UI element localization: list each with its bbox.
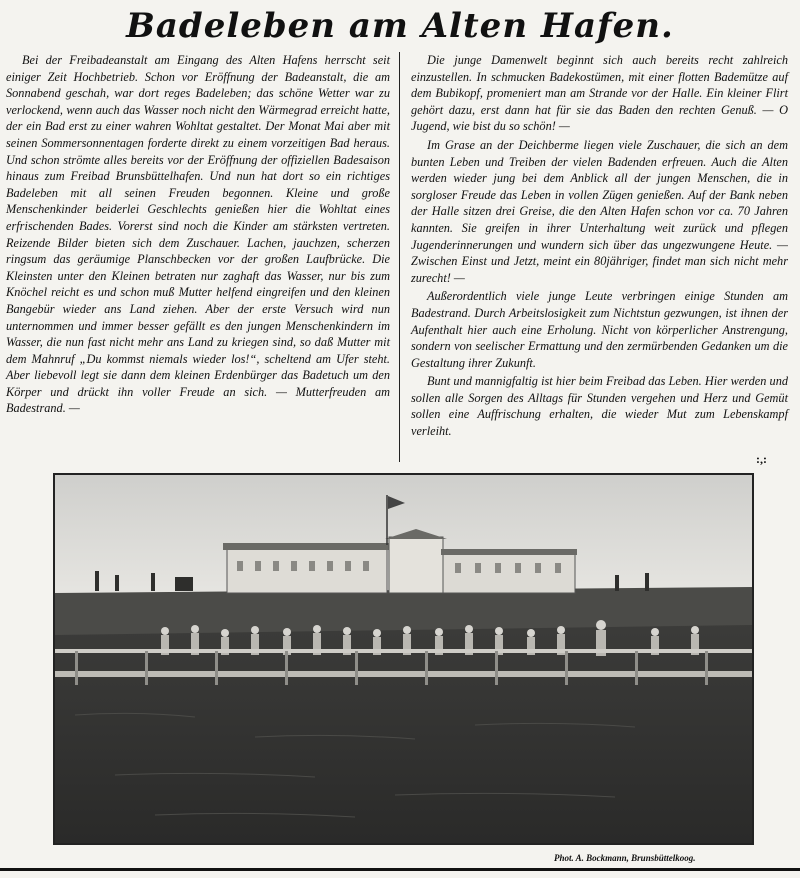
photo-caption: Phot. A. Bockmann, Brunsbüttelkoog.	[554, 853, 696, 863]
end-mark: :,:	[756, 452, 767, 466]
article-paragraph: Außerordentlich viele junge Leute verbringen einige Stunden am Badestrand. Durch Arbeitslosigkeit zum Nichtstun gezwungen, ist ihnen der Aufenthalt hier auch eine Erholung. Nicht von körperlicher Anstrengung, sondern von seelischer Ermattung und den zermürbenden Gedanken um die Gestaltung ihrer Zukunft.	[411, 289, 788, 370]
article-column-right	[411, 52, 788, 440]
bottom-rule	[0, 868, 800, 871]
article-paragraph: Bunt und mannigfaltig ist hier beim Freibad das Leben. Hier werden und sollen alle Sorgen des Alltags für Stunden vergehen und Herz und Gemüt sollen eine Auffrischung erhalten, die wieder Mut zum Lebenskampf verleiht.	[411, 374, 788, 439]
article-paragraph: Bei der Freibadeanstalt am Eingang des Alten Hafens herrscht seit einiger Zeit Hochbetrieb. Schon vor Eröffnung der Badeanstalt, die am Sonnabend geschah, war dort reges Badeleben; das schöne Wetter war zu verlockend, wenn auch das Wasser noch nicht den Wärmegrad erreicht hatte, der ein Bad erst zu einer wahren Wohltat gestaltet. Der Monat Mai aber mit seinen Sommersonnentagen forderte direkt zu einem vorzeitigen Bad heraus. Und schon strömte alles bereits vor der Eröffnung der offiziellen Badesaison hinaus zum Freibad Brunsbüttelhafen. Und nun hat dort so ein richtiges Badeleben mit all seinen Freuden begonnen. Kleine und große Menschenkinder beiderlei Geschlechts genießen hier die Wohltat eines erfrischenden Bades. Vorerst sind noch die Kinder am stärksten vertreten. Reizende Bilder bieten sich dem Zuschauer. Lachen, jauchzen, scherzen ringsum das geräumige Planschbecken vor der großen Laufbrücke. Die Kleinsten unter den Kleinen betraten nur zaghaft das Wasser, nur bis zum Knöchel reicht es und schon muß Mutter helfend eingreifen und den kleinen Bangebür wieder ans Land ziehen. Aber der erste Versuch wird nun unternommen und immer besser gefällt es den jungen Menschenkindern im Wasser, die nun fast nicht mehr ans Land zu kriegen sind, so daß Mutter mit dem Mahnruf „Du kommst niemals wieder los!“, scheltend am Ufer steht. Aber liebevoll legt sie dann dem kleinen Erdenbürger das Badetuch um den Körper und drückt ihn voller Freude an sich. — Mutterfreuden am Badestrand. —	[6, 53, 390, 416]
article-paragraph: Die junge Damenwelt beginnt sich auch bereits recht zahlreich einzustellen. In schmucken Badekostümen, mit einer flotten Bademütze auf dem Bubikopf, promeniert man am Strande vor der Halle. Ein kleiner Flirt gehört dazu, erst dann hat für sie das Baden den rechten Genuß. — O Jugend, wie bist du so schön! —	[411, 53, 788, 134]
column-divider	[399, 52, 400, 462]
article-column-left	[6, 52, 390, 417]
bathing-pier-photo	[53, 473, 754, 845]
article-paragraph: Im Grase an der Deichberme liegen viele Zuschauer, die sich an dem bunten Leben und Treiben der vielen Badenden erfreuen. Auch die Alten werden wieder jung bei dem Anblick all der jungen Menschen, die in sorgloser Freude das Leben in vollen Zügen genießen. Auf der Bank neben der Halle sitzen drei Greise, die den Alten Hafen schon vor ca. 70 Jahren kannten. Sie greifen in ihrer Unterhaltung weit zurück und pflegen Jugenderinnerungen und wundern sich über das ungezwungene Heute. — Zwischen Einst und Jetzt, meint ein 80jähriger, findet man sich nicht mehr zurecht! —	[411, 137, 788, 285]
article-headline: Badeleben am Alten Hafen.	[126, 6, 674, 46]
